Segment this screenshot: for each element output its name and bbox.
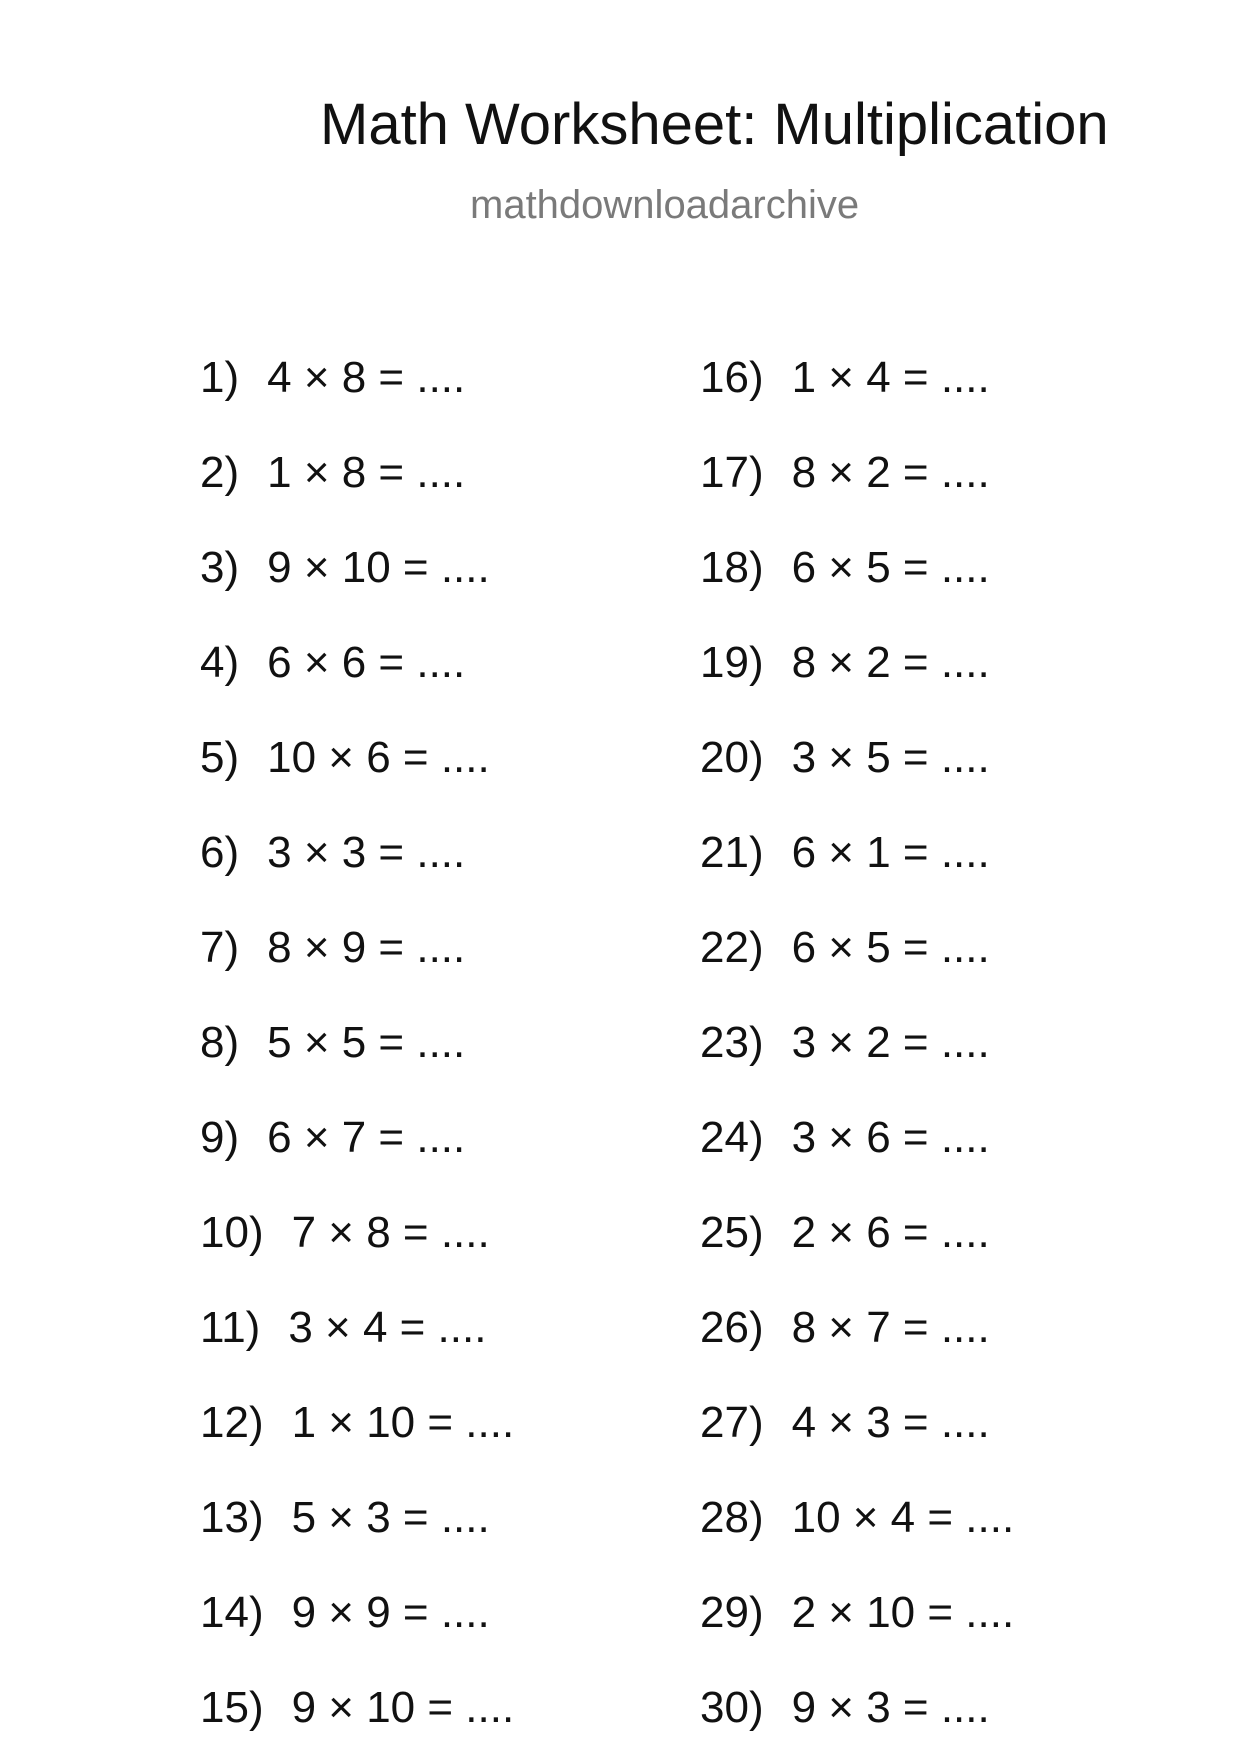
problem-item <box>700 1678 990 1738</box>
problem-expression: 10 × 6 = .... <box>267 733 490 782</box>
problem-expression: 1 × 8 = .... <box>267 448 466 497</box>
problem-number: 20) <box>700 733 764 782</box>
problem-number: 4) <box>200 638 240 687</box>
problem-expression: 3 × 5 = .... <box>791 733 990 782</box>
problem-item <box>700 728 990 788</box>
problem-number: 30) <box>700 1683 764 1732</box>
problem-expression: 3 × 3 = .... <box>267 828 466 877</box>
problem-number: 18) <box>700 543 764 592</box>
problem-expression: 8 × 9 = .... <box>267 923 466 972</box>
problem-item <box>200 823 465 883</box>
problem-expression: 2 × 6 = .... <box>791 1208 990 1257</box>
problem-expression: 9 × 10 = .... <box>267 543 490 592</box>
problem-item <box>200 918 465 978</box>
problem-item <box>700 823 990 883</box>
problem-number: 6) <box>200 828 240 877</box>
problem-item <box>200 633 465 693</box>
problem-item <box>700 1013 990 1073</box>
problem-number: 12) <box>200 1398 264 1447</box>
problem-number: 13) <box>200 1493 264 1542</box>
problem-number: 28) <box>700 1493 764 1542</box>
problem-item <box>200 1678 514 1738</box>
problem-number: 14) <box>200 1588 264 1637</box>
problem-item <box>200 1013 465 1073</box>
problem-item <box>200 443 465 503</box>
problem-item <box>700 1393 990 1453</box>
problem-number: 25) <box>700 1208 764 1257</box>
problem-expression: 8 × 2 = .... <box>791 448 990 497</box>
problem-item <box>200 1203 490 1263</box>
problem-expression: 3 × 4 = .... <box>288 1303 487 1352</box>
problem-number: 2) <box>200 448 240 497</box>
problem-expression: 3 × 6 = .... <box>791 1113 990 1162</box>
problem-item <box>200 1298 486 1358</box>
problem-item <box>200 1393 514 1453</box>
problem-number: 1) <box>200 353 240 402</box>
problem-number: 9) <box>200 1113 240 1162</box>
problem-expression: 3 × 2 = .... <box>791 1018 990 1067</box>
problem-expression: 6 × 1 = .... <box>791 828 990 877</box>
problem-expression: 6 × 7 = .... <box>267 1113 466 1162</box>
problem-number: 27) <box>700 1398 764 1447</box>
problem-number: 17) <box>700 448 764 497</box>
problem-expression: 8 × 2 = .... <box>791 638 990 687</box>
problem-item <box>200 1108 465 1168</box>
problem-number: 3) <box>200 543 240 592</box>
problem-expression: 7 × 8 = .... <box>291 1208 490 1257</box>
problem-number: 16) <box>700 353 764 402</box>
problem-expression: 2 × 10 = .... <box>791 1588 1015 1637</box>
problem-expression: 6 × 5 = .... <box>791 543 990 592</box>
problem-number: 10) <box>200 1208 264 1257</box>
problem-number: 26) <box>700 1303 764 1352</box>
problem-expression: 1 × 10 = .... <box>291 1398 515 1447</box>
problem-number: 23) <box>700 1018 764 1067</box>
problem-number: 5) <box>200 733 240 782</box>
problem-item <box>700 918 990 978</box>
problem-number: 19) <box>700 638 764 687</box>
problem-item <box>700 1488 1014 1548</box>
problem-number: 7) <box>200 923 240 972</box>
problem-expression: 4 × 8 = .... <box>267 353 466 402</box>
problem-expression: 9 × 3 = .... <box>791 1683 990 1732</box>
problem-number: 29) <box>700 1588 764 1637</box>
problem-expression: 8 × 7 = .... <box>791 1303 990 1352</box>
problem-item <box>200 728 490 788</box>
problem-number: 24) <box>700 1113 764 1162</box>
problem-expression: 6 × 6 = .... <box>267 638 466 687</box>
problem-item <box>700 443 990 503</box>
page-subtitle: mathdownloadarchive <box>470 183 860 227</box>
problem-item <box>200 348 465 408</box>
problem-expression: 4 × 3 = .... <box>791 1398 990 1447</box>
problem-number: 15) <box>200 1683 264 1732</box>
problem-item <box>700 1583 1014 1643</box>
problem-expression: 9 × 10 = .... <box>291 1683 515 1732</box>
problem-expression: 1 × 4 = .... <box>791 353 990 402</box>
problem-expression: 9 × 9 = .... <box>291 1588 490 1637</box>
problem-item <box>200 538 490 598</box>
problem-number: 21) <box>700 828 764 877</box>
problem-number: 22) <box>700 923 764 972</box>
problem-item <box>200 1488 490 1548</box>
problem-expression: 5 × 5 = .... <box>267 1018 466 1067</box>
problem-item <box>700 633 990 693</box>
problem-item <box>700 1108 990 1168</box>
page-title: Math Worksheet: Multiplication <box>320 92 1109 157</box>
problem-item <box>200 1583 490 1643</box>
problem-item <box>700 1203 990 1263</box>
problem-expression: 10 × 4 = .... <box>791 1493 1015 1542</box>
problem-expression: 5 × 3 = .... <box>291 1493 490 1542</box>
problem-number: 8) <box>200 1018 240 1067</box>
problem-item <box>700 348 990 408</box>
problem-expression: 6 × 5 = .... <box>791 923 990 972</box>
problem-item <box>700 538 990 598</box>
problem-number: 11) <box>200 1303 261 1352</box>
problem-item <box>700 1298 990 1358</box>
